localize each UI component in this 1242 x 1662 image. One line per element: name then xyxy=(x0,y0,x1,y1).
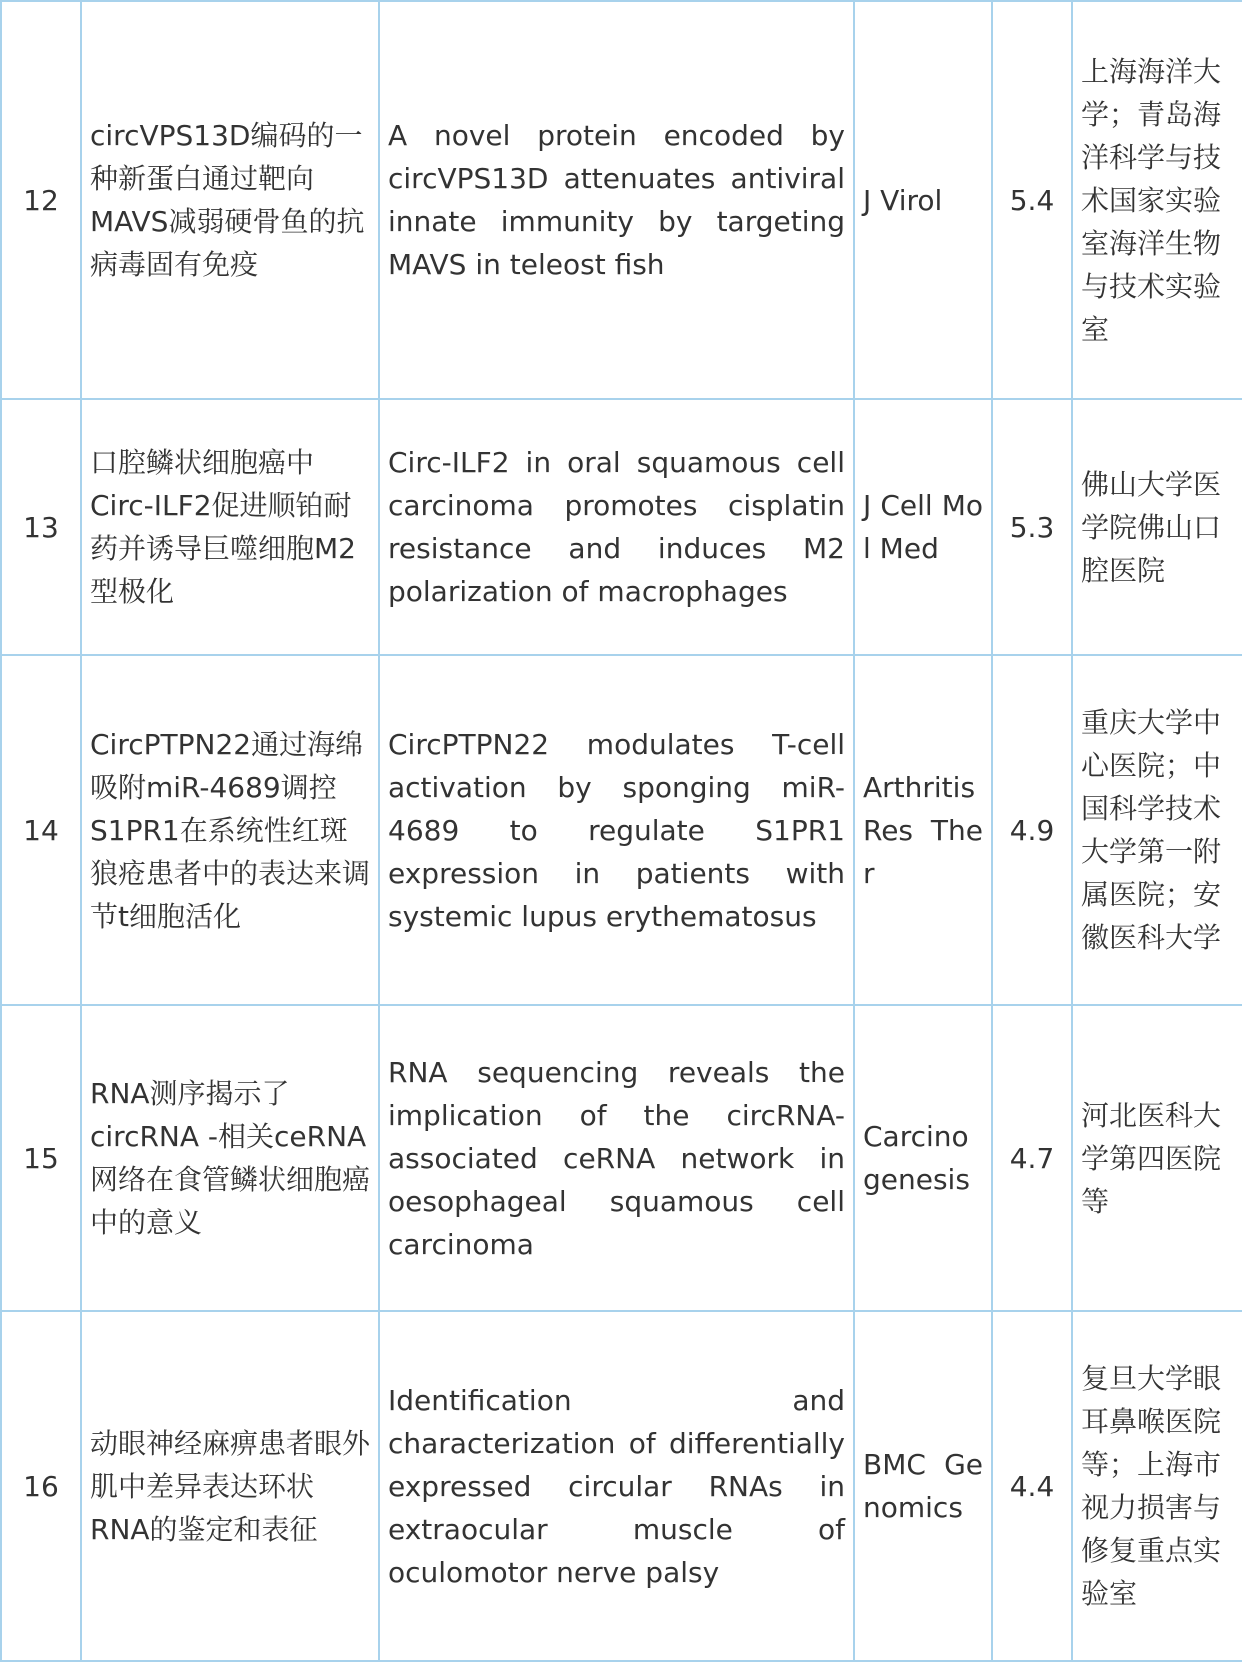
impact-factor: 4.7 xyxy=(992,1005,1072,1311)
impact-factor: 5.3 xyxy=(992,399,1072,655)
institution: 河北医科大学第四医院等 xyxy=(1072,1005,1242,1311)
table-row xyxy=(1,1,1242,399)
journal-name: Carcinogenesis xyxy=(854,1005,992,1311)
chinese-title: 动眼神经麻痹患者眼外肌中差异表达环状RNA的鉴定和表征 xyxy=(81,1311,379,1661)
impact-factor: 4.9 xyxy=(992,655,1072,1005)
table-row xyxy=(1,399,1242,655)
journal-name: J Cell Mol Med xyxy=(854,399,992,655)
english-title: CircPTPN22 modulates T-cell activation by sponging miR-4689 to regulate S1PR1 expression in patients with systemic lupus erythematosus xyxy=(379,655,854,1005)
chinese-title: RNA测序揭示了circRNA -相关ceRNA网络在食管鳞状细胞癌中的意义 xyxy=(81,1005,379,1311)
impact-factor: 4.4 xyxy=(992,1311,1072,1661)
institution: 复旦大学眼耳鼻喉医院等；上海市视力损害与修复重点实验室 xyxy=(1072,1311,1242,1661)
english-title: Circ-ILF2 in oral squamous cell carcinoma promotes cisplatin resistance and induces M2 polarization of macrophages xyxy=(379,399,854,655)
english-title: Identification and characterization of differentially expressed circular RNAs in extraocular muscle of oculomotor nerve palsy xyxy=(379,1311,854,1661)
chinese-title: circVPS13D编码的一种新蛋白通过靶向MAVS减弱硬骨鱼的抗病毒固有免疫 xyxy=(81,1,379,399)
chinese-title: CircPTPN22通过海绵吸附miR-4689调控S1PR1在系统性红斑狼疮患者中的表达来调节t细胞活化 xyxy=(81,655,379,1005)
institution: 重庆大学中心医院；中国科学技术大学第一附属医院；安徽医科大学 xyxy=(1072,655,1242,1005)
english-title: RNA sequencing reveals the implication of the circRNA-associated ceRNA network in oesophageal squamous cell carcinoma xyxy=(379,1005,854,1311)
institution: 佛山大学医学院佛山口腔医院 xyxy=(1072,399,1242,655)
table-row xyxy=(1,655,1242,1005)
table-row xyxy=(1,1005,1242,1311)
row-number: 13 xyxy=(1,399,81,655)
journal-name: J Virol xyxy=(854,1,992,399)
journal-name: BMC Genomics xyxy=(854,1311,992,1661)
journal-name: Arthritis Res Ther xyxy=(854,655,992,1005)
row-number: 14 xyxy=(1,655,81,1005)
chinese-title: 口腔鳞状细胞癌中Circ-ILF2促进顺铂耐药并诱导巨噬细胞M2型极化 xyxy=(81,399,379,655)
institution: 上海海洋大学；青岛海洋科学与技术国家实验室海洋生物与技术实验室 xyxy=(1072,1,1242,399)
row-number: 16 xyxy=(1,1311,81,1661)
english-title: A novel protein encoded by circVPS13D attenuates antiviral innate immunity by targeting MAVS in teleost fish xyxy=(379,1,854,399)
table-row xyxy=(1,1311,1242,1661)
row-number: 12 xyxy=(1,1,81,399)
impact-factor: 5.4 xyxy=(992,1,1072,399)
row-number: 15 xyxy=(1,1005,81,1311)
